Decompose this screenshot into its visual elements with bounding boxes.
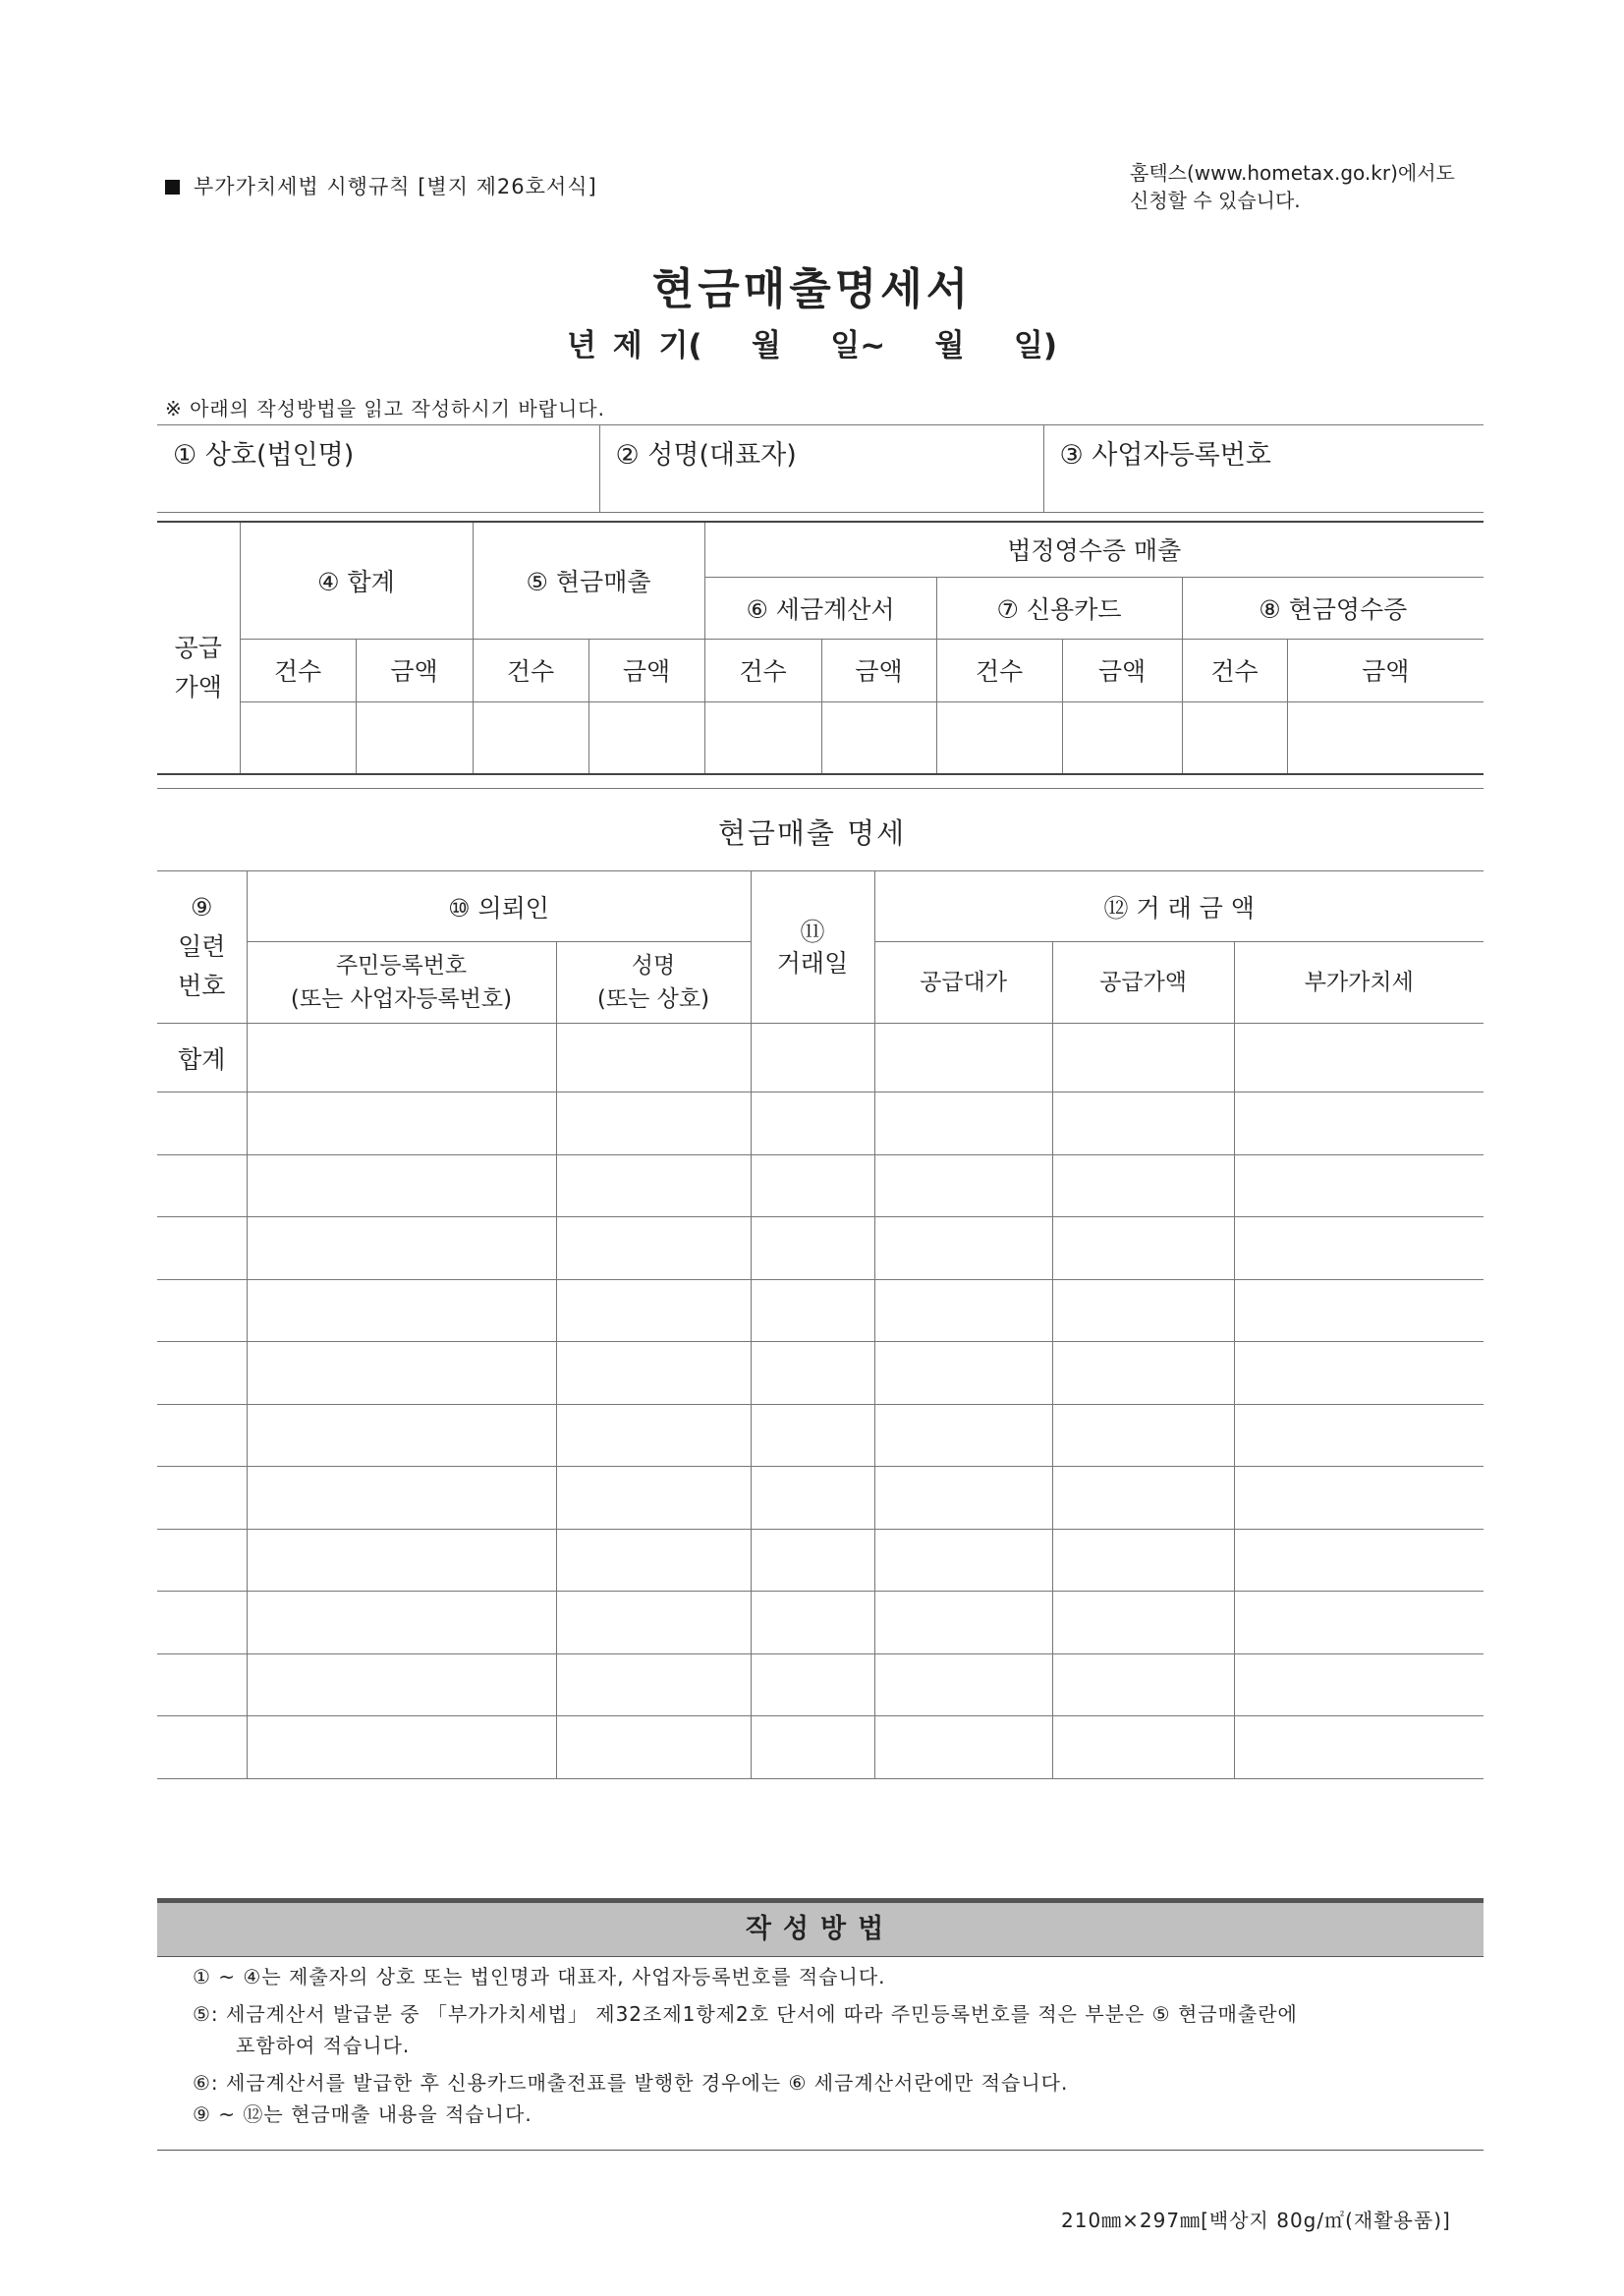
detail-cell[interactable] (556, 1404, 751, 1467)
table-row (157, 1529, 1484, 1592)
hometax-notice-line2: 신청할 수 있습니다. (1130, 189, 1301, 212)
serial-number-label-1: 일련 (178, 932, 226, 961)
cash-count-input[interactable] (473, 701, 588, 774)
detail-cell[interactable] (556, 1217, 751, 1280)
card-amount-input[interactable] (1062, 701, 1182, 774)
detail-cell[interactable] (1052, 1342, 1234, 1405)
hometax-notice-line1: 홈텍스(www.hometax.go.kr)에서도 (1130, 161, 1455, 185)
table-row (157, 1404, 1484, 1467)
invoice-count-input[interactable] (704, 701, 821, 774)
cash-amount-input[interactable] (588, 701, 704, 774)
amount-label: 금액 (588, 639, 704, 701)
card-count-input[interactable] (936, 701, 1062, 774)
detail-cell[interactable] (874, 1716, 1052, 1779)
detail-cell[interactable] (1052, 1529, 1234, 1592)
total-amount-input[interactable] (356, 701, 473, 774)
bottom-rule (157, 2150, 1484, 2151)
detail-cell[interactable] (874, 1529, 1052, 1592)
count-label: 건수 (704, 639, 821, 701)
detail-cell[interactable] (874, 1342, 1052, 1405)
detail-cell[interactable] (1234, 1653, 1484, 1716)
table-row (157, 1154, 1484, 1217)
instruction-line-2: ⑤: 세금계산서 발급분 중 「부가가치세법」 제32조제1항제2호 단서에 따라 주민등록번호를 적은 부분은 ⑤ 현금매출란에 (193, 2002, 1298, 2026)
table-row (157, 1467, 1484, 1530)
supply-value-header: 공급가액 (1052, 942, 1234, 1024)
detail-cell[interactable] (1052, 1154, 1234, 1217)
detail-cell[interactable] (1052, 1592, 1234, 1654)
detail-cell[interactable] (247, 1716, 556, 1779)
detail-cell[interactable] (751, 1529, 874, 1592)
paper-spec-footer: 210㎜×297㎜[백상지 80g/㎡(재활용품)] (1061, 2209, 1451, 2232)
business-info-table (157, 424, 1484, 513)
detail-cell[interactable] (1052, 1467, 1234, 1530)
detail-cell[interactable] (556, 1342, 751, 1405)
serial-number-label-2: 번호 (178, 972, 226, 1000)
detail-cell[interactable] (247, 1092, 556, 1155)
detail-cell[interactable] (1234, 1154, 1484, 1217)
detail-cell[interactable] (157, 1716, 247, 1779)
transaction-date-label: 거래일 (776, 949, 849, 978)
page-title: 현금매출명세서 (651, 264, 973, 314)
detail-cell[interactable] (247, 1467, 556, 1530)
detail-cell[interactable] (556, 1592, 751, 1654)
detail-cell[interactable] (751, 1342, 874, 1405)
detail-cell[interactable] (247, 1217, 556, 1280)
receipt-count-input[interactable] (1182, 701, 1287, 774)
instructions-heading: 작성방법 (157, 1898, 1484, 1957)
table-row (157, 1342, 1484, 1405)
table-row (157, 1279, 1484, 1342)
total-row-cell[interactable] (1052, 1024, 1234, 1092)
detail-cell[interactable] (874, 1279, 1052, 1342)
detail-cell[interactable] (874, 1592, 1052, 1654)
detail-cell[interactable] (157, 1279, 247, 1342)
detail-cell[interactable] (751, 1217, 874, 1280)
client-name-label-2: (또는 상호) (596, 986, 710, 1012)
count-label: 건수 (936, 639, 1062, 701)
detail-cell[interactable] (157, 1217, 247, 1280)
instruction-line-3: ⑥: 세금계산서를 발급한 후 신용카드매출전표를 발행한 경우에는 ⑥ 세금계산서란에만 적습니다. (193, 2071, 1069, 2095)
amount-label: 금액 (821, 639, 936, 701)
amount-label: 금액 (356, 639, 473, 701)
total-row-label: 합계 (157, 1024, 247, 1092)
detail-cell[interactable] (247, 1404, 556, 1467)
detail-cell[interactable] (751, 1154, 874, 1217)
detail-cell[interactable] (247, 1592, 556, 1654)
form-reference (165, 171, 597, 200)
detail-cell[interactable] (157, 1653, 247, 1716)
square-bullet-icon (165, 180, 180, 195)
detail-cell[interactable] (1052, 1716, 1234, 1779)
detail-cell[interactable] (1052, 1404, 1234, 1467)
serial-number-symbol: ⑨ (191, 893, 213, 922)
detail-cell[interactable] (157, 1154, 247, 1217)
detail-cell[interactable] (157, 1592, 247, 1654)
detail-cell[interactable] (1234, 1279, 1484, 1342)
detail-cell[interactable] (556, 1092, 751, 1155)
detail-cell[interactable] (247, 1529, 556, 1592)
detail-cell[interactable] (247, 1342, 556, 1405)
detail-cell[interactable] (751, 1279, 874, 1342)
detail-cell[interactable] (556, 1154, 751, 1217)
detail-cell[interactable] (1052, 1653, 1234, 1716)
client-header: ⑩ 의뢰인 (247, 871, 751, 942)
instruction-line-2b: 포함하여 적습니다. (236, 2034, 411, 2057)
detail-section-title: 현금매출 명세 (717, 816, 907, 850)
detail-cell[interactable] (1052, 1217, 1234, 1280)
detail-cell[interactable] (556, 1716, 751, 1779)
instruction-line-4: ⑨ ~ ⑫는 현금매출 내용을 적습니다. (193, 2102, 532, 2126)
detail-cell[interactable] (1052, 1092, 1234, 1155)
detail-cell[interactable] (874, 1653, 1052, 1716)
detail-cell[interactable] (751, 1653, 874, 1716)
supply-value-table (157, 521, 1484, 775)
representative-field[interactable]: ② 성명(대표자) (599, 425, 1043, 513)
detail-cell[interactable] (1234, 1342, 1484, 1405)
detail-rows (157, 1092, 1484, 1779)
detail-cell[interactable] (874, 1217, 1052, 1280)
table-row (157, 1217, 1484, 1280)
amount-label: 금액 (1287, 639, 1484, 701)
amount-label: 금액 (1062, 639, 1182, 701)
total-count-input[interactable] (240, 701, 356, 774)
detail-cell[interactable] (157, 1342, 247, 1405)
supply-value-label (157, 522, 240, 774)
total-header: ④ 합계 (240, 522, 473, 639)
credit-card-header: ⑦ 신용카드 (936, 577, 1182, 639)
table-row (157, 1092, 1484, 1155)
count-label: 건수 (473, 639, 588, 701)
supply-label-1: 공급 (174, 633, 222, 662)
table-row (157, 1653, 1484, 1716)
total-row-cell[interactable] (874, 1024, 1052, 1092)
detail-cell[interactable] (157, 1404, 247, 1467)
supply-label-2: 가액 (174, 672, 222, 701)
table-row (157, 1592, 1484, 1654)
total-row-cell[interactable] (556, 1024, 751, 1092)
count-label: 건수 (240, 639, 356, 701)
detail-cell[interactable] (157, 1467, 247, 1530)
detail-cell[interactable] (556, 1467, 751, 1530)
detail-cell[interactable] (751, 1592, 874, 1654)
client-name-label-1: 성명 (631, 953, 676, 979)
instruction-line-1: ① ~ ④는 제출자의 상호 또는 법인명과 대표자, 사업자등록번호를 적습니다. (193, 1965, 886, 1988)
detail-cell[interactable] (874, 1404, 1052, 1467)
serial-number-header (157, 871, 247, 1024)
period-field: 년 제 기( 월 일~ 월 일) (566, 328, 1058, 364)
detail-cell[interactable] (247, 1653, 556, 1716)
detail-cell[interactable] (1234, 1092, 1484, 1155)
supply-price-header: 공급대가 (874, 942, 1052, 1024)
invoice-amount-input[interactable] (821, 701, 936, 774)
detail-cell[interactable] (1234, 1404, 1484, 1467)
detail-cell[interactable] (247, 1154, 556, 1217)
legal-receipt-header: 법정영수증 매출 (704, 522, 1484, 577)
total-row-cell[interactable] (247, 1024, 556, 1092)
trade-amount-header: ⑫ 거 래 금 액 (874, 871, 1484, 942)
total-row-cell[interactable] (751, 1024, 874, 1092)
resident-number-label-2: (또는 사업자등록번호) (290, 986, 513, 1012)
detail-cell[interactable] (556, 1653, 751, 1716)
count-label: 건수 (1182, 639, 1287, 701)
transaction-date-symbol: ⑪ (800, 918, 825, 946)
cash-sales-detail-table (157, 870, 1484, 1779)
form-reference-text: 부가가치세법 시행규칙 [별지 제26호서식] (194, 175, 597, 198)
resident-number-header (247, 942, 556, 1024)
detail-cell[interactable] (1052, 1279, 1234, 1342)
detail-cell[interactable] (751, 1404, 874, 1467)
resident-number-label-1: 주민등록번호 (335, 953, 468, 979)
detail-cell[interactable] (751, 1092, 874, 1155)
transaction-date-header (751, 871, 874, 1024)
instructions-body (193, 1961, 1470, 2130)
company-name-field[interactable]: ① 상호(법인명) (157, 425, 599, 513)
detail-cell[interactable] (556, 1279, 751, 1342)
detail-cell[interactable] (751, 1467, 874, 1530)
detail-cell[interactable] (751, 1716, 874, 1779)
detail-cell[interactable] (157, 1529, 247, 1592)
detail-cell[interactable] (874, 1154, 1052, 1217)
detail-cell[interactable] (1234, 1716, 1484, 1779)
detail-cell[interactable] (247, 1279, 556, 1342)
detail-cell[interactable] (1234, 1592, 1484, 1654)
table-row (157, 1716, 1484, 1779)
detail-cell[interactable] (1234, 1217, 1484, 1280)
total-row-cell[interactable] (1234, 1024, 1484, 1092)
client-name-header (556, 942, 751, 1024)
registration-number-field[interactable]: ③ 사업자등록번호 (1043, 425, 1484, 513)
detail-cell[interactable] (556, 1529, 751, 1592)
detail-cell[interactable] (157, 1092, 247, 1155)
instruction-note: ※ 아래의 작성방법을 읽고 작성하시기 바랍니다. (165, 397, 605, 420)
receipt-amount-input[interactable] (1287, 701, 1484, 774)
detail-cell[interactable] (1234, 1529, 1484, 1592)
section-divider (157, 788, 1484, 789)
cash-sales-header: ⑤ 현금매출 (473, 522, 704, 639)
cash-receipt-header: ⑧ 현금영수증 (1182, 577, 1484, 639)
tax-invoice-header: ⑥ 세금계산서 (704, 577, 936, 639)
detail-cell[interactable] (1234, 1467, 1484, 1530)
detail-cell[interactable] (874, 1092, 1052, 1155)
detail-cell[interactable] (874, 1467, 1052, 1530)
vat-header: 부가가치세 (1234, 942, 1484, 1024)
hometax-notice (1130, 159, 1455, 214)
